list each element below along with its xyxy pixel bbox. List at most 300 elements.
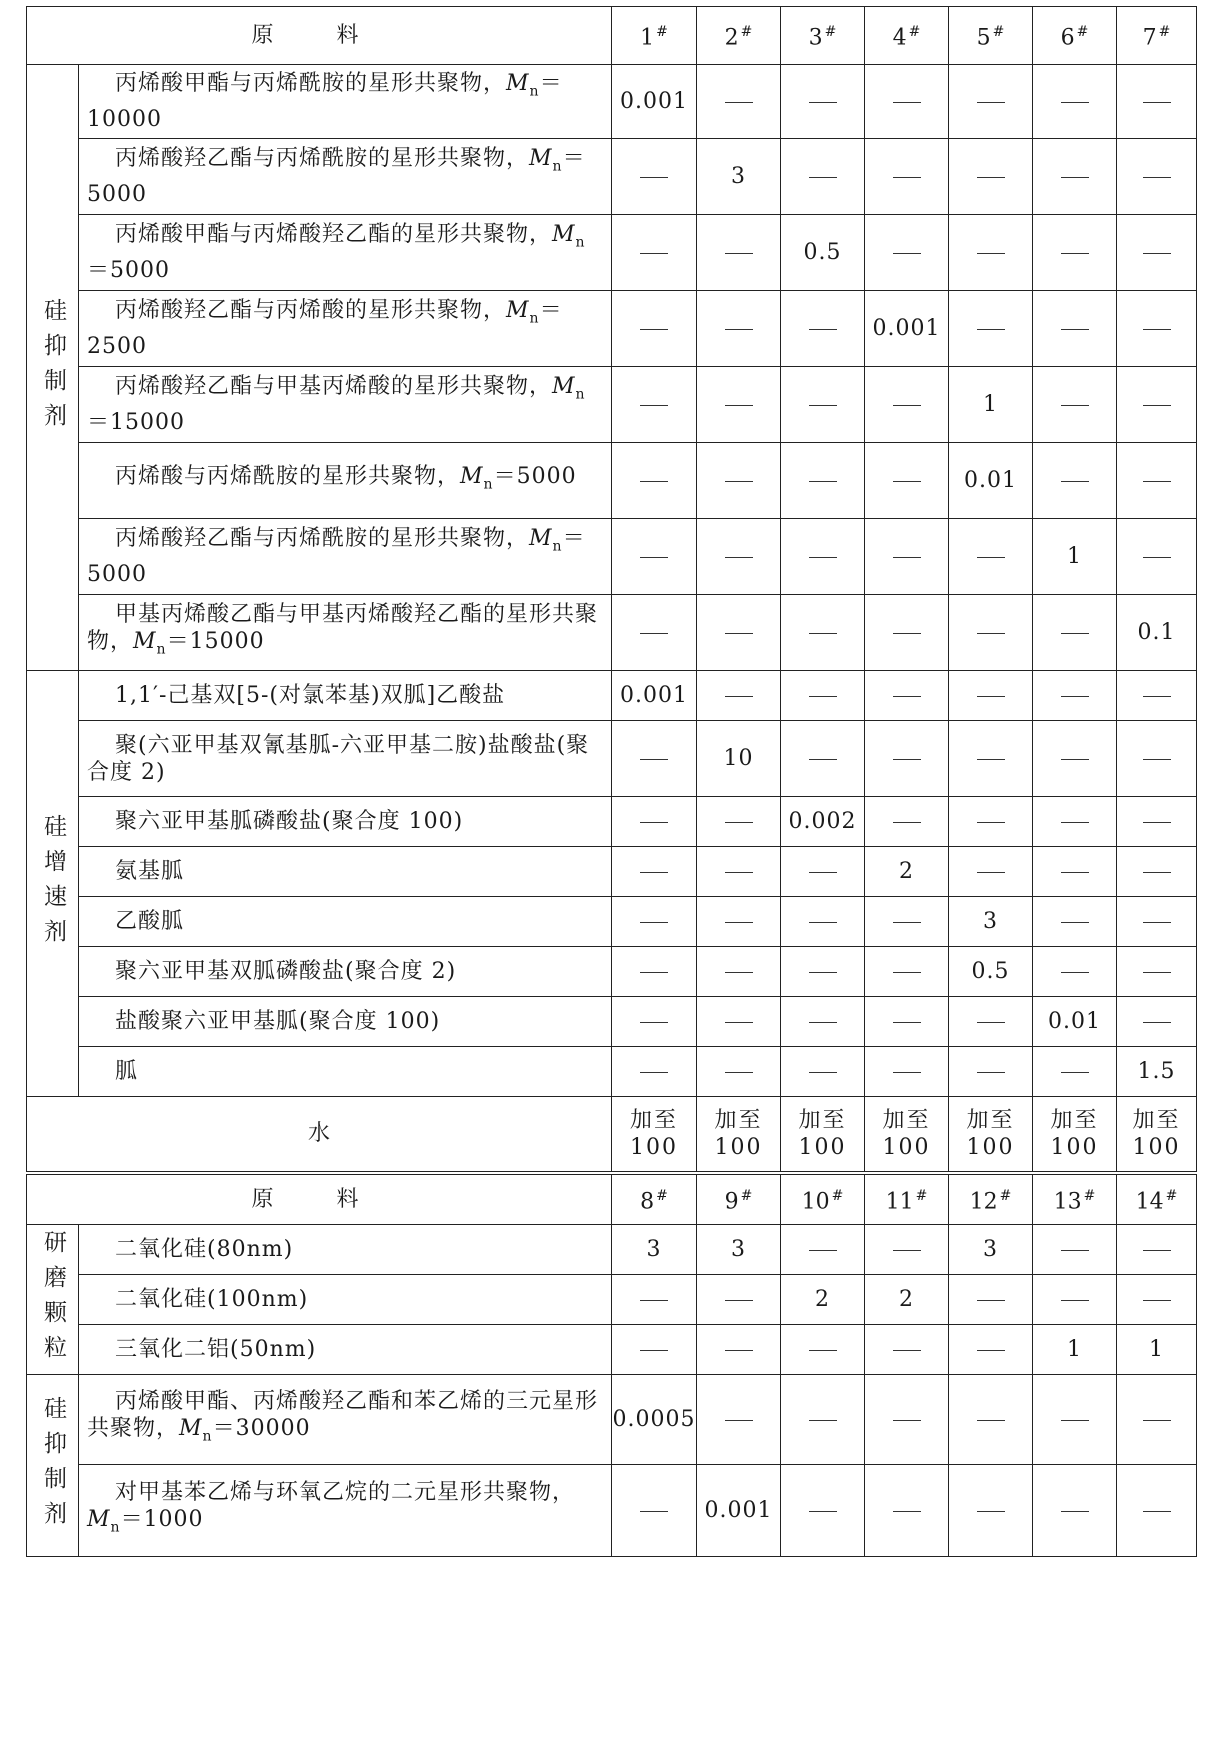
value-cell bbox=[949, 139, 1033, 215]
value-cell bbox=[781, 947, 865, 997]
value-cell bbox=[949, 847, 1033, 897]
value-cell bbox=[1033, 65, 1117, 139]
material-name: 聚六亚甲基胍磷酸盐(聚合度 100) bbox=[115, 809, 464, 834]
empty-dash bbox=[1061, 872, 1089, 873]
empty-dash bbox=[893, 405, 921, 406]
value-cell bbox=[1117, 367, 1197, 443]
formulation-table-sheet bbox=[26, 6, 1196, 1557]
empty-dash bbox=[893, 1250, 921, 1251]
empty-dash bbox=[893, 1072, 921, 1073]
value-cell bbox=[697, 443, 781, 519]
value-cell bbox=[865, 367, 949, 443]
empty-dash bbox=[640, 1022, 668, 1023]
value-cell bbox=[949, 65, 1033, 139]
value-cell bbox=[1033, 847, 1117, 897]
value-cell bbox=[949, 1275, 1033, 1325]
material-cell bbox=[79, 847, 612, 897]
value-cell bbox=[865, 215, 949, 291]
material-name: 丙烯酸与丙烯酰胺的星形共聚物，$M_n=5000$ bbox=[115, 463, 577, 493]
empty-dash bbox=[977, 1350, 1005, 1351]
sample-header: 1 # bbox=[612, 7, 697, 65]
table-row bbox=[27, 1375, 1197, 1465]
value-cell bbox=[1117, 1225, 1197, 1275]
value-cell: 3 bbox=[612, 1225, 697, 1275]
material-name: 丙烯酸羟乙酯与丙烯酸的星形共聚物，$M_n=2500$ bbox=[87, 298, 563, 359]
material-cell bbox=[79, 1225, 612, 1275]
empty-dash bbox=[893, 633, 921, 634]
value-cell bbox=[1033, 1275, 1117, 1325]
value-cell bbox=[697, 897, 781, 947]
empty-dash bbox=[725, 1420, 753, 1421]
value-cell bbox=[697, 997, 781, 1047]
water-value bbox=[865, 1097, 949, 1173]
empty-dash bbox=[809, 1350, 837, 1351]
category-label: 硅抑制剂 bbox=[40, 297, 66, 438]
value-cell bbox=[865, 721, 949, 797]
water-value-line1: 加至 bbox=[882, 1107, 931, 1133]
empty-dash bbox=[640, 177, 668, 178]
value-cell bbox=[1117, 997, 1197, 1047]
table-row bbox=[27, 797, 1197, 847]
sample-header: 7 # bbox=[1117, 7, 1197, 65]
header-row bbox=[27, 7, 1197, 65]
empty-dash bbox=[640, 633, 668, 634]
empty-dash bbox=[640, 405, 668, 406]
value-cell bbox=[1117, 215, 1197, 291]
value-cell: 0.5 bbox=[781, 215, 865, 291]
value-cell bbox=[612, 519, 697, 595]
table-row bbox=[27, 1465, 1197, 1557]
empty-dash bbox=[809, 633, 837, 634]
empty-dash bbox=[1143, 329, 1171, 330]
material-name: 丙烯酸羟乙酯与丙烯酰胺的星形共聚物，$M_n=5000$ bbox=[87, 146, 586, 207]
material-name: 三氧化二铝(50nm) bbox=[115, 1337, 317, 1362]
value-cell bbox=[1033, 721, 1117, 797]
empty-dash bbox=[1143, 696, 1171, 697]
value-cell: 3 bbox=[949, 897, 1033, 947]
empty-dash bbox=[1061, 177, 1089, 178]
value-cell bbox=[612, 947, 697, 997]
material-cell bbox=[79, 671, 612, 721]
empty-dash bbox=[725, 1350, 753, 1351]
value-cell bbox=[949, 1325, 1033, 1375]
value-cell: 0.001 bbox=[612, 671, 697, 721]
water-value-line2: 100 bbox=[1050, 1134, 1099, 1160]
sample-header: 11 # bbox=[865, 1173, 949, 1225]
water-label: 水 bbox=[27, 1097, 612, 1173]
empty-dash bbox=[725, 922, 753, 923]
empty-dash bbox=[1143, 872, 1171, 873]
water-value-line1: 加至 bbox=[966, 1107, 1015, 1133]
sample-header: 13 # bbox=[1033, 1173, 1117, 1225]
empty-dash bbox=[809, 922, 837, 923]
value-cell: 1 bbox=[1033, 519, 1117, 595]
water-value-line1: 加至 bbox=[798, 1107, 847, 1133]
empty-dash bbox=[640, 481, 668, 482]
material-cell bbox=[79, 1047, 612, 1097]
sample-header: 10 # bbox=[781, 1173, 865, 1225]
empty-dash bbox=[977, 1022, 1005, 1023]
value-cell bbox=[781, 519, 865, 595]
empty-dash bbox=[640, 822, 668, 823]
empty-dash bbox=[725, 481, 753, 482]
value-cell bbox=[697, 1047, 781, 1097]
empty-dash bbox=[809, 1072, 837, 1073]
value-cell: 10 bbox=[697, 721, 781, 797]
empty-dash bbox=[809, 1511, 837, 1512]
value-cell bbox=[697, 65, 781, 139]
sample-header: 14 # bbox=[1117, 1173, 1197, 1225]
value-cell bbox=[781, 443, 865, 519]
value-cell bbox=[865, 65, 949, 139]
empty-dash bbox=[893, 1022, 921, 1023]
value-cell bbox=[1033, 1225, 1117, 1275]
category-label: 硅增速剂 bbox=[40, 813, 66, 954]
sample-header: 2 # bbox=[697, 7, 781, 65]
value-cell bbox=[1117, 671, 1197, 721]
material-name: 丙烯酸羟乙酯与甲基丙烯酸的星形共聚物，$M_n=15000$ bbox=[87, 374, 586, 435]
empty-dash bbox=[893, 696, 921, 697]
table-row bbox=[27, 215, 1197, 291]
value-cell bbox=[1117, 897, 1197, 947]
empty-dash bbox=[1061, 102, 1089, 103]
value-cell bbox=[1033, 897, 1117, 947]
value-cell: 3 bbox=[697, 139, 781, 215]
value-cell bbox=[1117, 1375, 1197, 1465]
value-cell bbox=[949, 1465, 1033, 1557]
empty-dash bbox=[725, 633, 753, 634]
value-cell bbox=[781, 1465, 865, 1557]
value-cell bbox=[697, 1275, 781, 1325]
empty-dash bbox=[809, 1022, 837, 1023]
material-cell bbox=[79, 1465, 612, 1557]
value-cell bbox=[865, 1225, 949, 1275]
material-name: 二氧化硅(100nm) bbox=[115, 1287, 309, 1312]
material-cell bbox=[79, 65, 612, 139]
value-cell bbox=[781, 1325, 865, 1375]
empty-dash bbox=[977, 1300, 1005, 1301]
value-cell bbox=[697, 595, 781, 671]
table-row bbox=[27, 997, 1197, 1047]
value-cell bbox=[781, 1225, 865, 1275]
empty-dash bbox=[1143, 177, 1171, 178]
empty-dash bbox=[725, 329, 753, 330]
value-cell: 1 bbox=[949, 367, 1033, 443]
table-row bbox=[27, 1325, 1197, 1375]
water-value bbox=[697, 1097, 781, 1173]
empty-dash bbox=[893, 972, 921, 973]
water-value bbox=[1033, 1097, 1117, 1173]
value-cell bbox=[949, 721, 1033, 797]
value-cell bbox=[781, 671, 865, 721]
empty-dash bbox=[809, 872, 837, 873]
value-cell bbox=[949, 215, 1033, 291]
empty-dash bbox=[893, 822, 921, 823]
value-cell bbox=[781, 721, 865, 797]
value-cell bbox=[1117, 519, 1197, 595]
value-cell: 0.1 bbox=[1117, 595, 1197, 671]
value-cell bbox=[1033, 1465, 1117, 1557]
value-cell bbox=[1033, 139, 1117, 215]
empty-dash bbox=[809, 481, 837, 482]
value-cell bbox=[612, 215, 697, 291]
empty-dash bbox=[977, 1420, 1005, 1421]
empty-dash bbox=[1061, 329, 1089, 330]
value-cell bbox=[697, 367, 781, 443]
empty-dash bbox=[893, 1420, 921, 1421]
value-cell bbox=[1033, 1375, 1117, 1465]
empty-dash bbox=[977, 696, 1005, 697]
empty-dash bbox=[1143, 405, 1171, 406]
empty-dash bbox=[640, 1511, 668, 1512]
material-cell bbox=[79, 519, 612, 595]
table-row bbox=[27, 1047, 1197, 1097]
value-cell bbox=[612, 1047, 697, 1097]
value-cell bbox=[949, 595, 1033, 671]
value-cell: 0.001 bbox=[612, 65, 697, 139]
empty-dash bbox=[893, 1350, 921, 1351]
material-name: 聚(六亚甲基双氰基胍-六亚甲基二胺)盐酸盐(聚合度 2) bbox=[87, 732, 590, 785]
empty-dash bbox=[640, 557, 668, 558]
water-value-line1: 加至 bbox=[629, 1107, 678, 1133]
table-row bbox=[27, 519, 1197, 595]
empty-dash bbox=[1143, 972, 1171, 973]
value-cell bbox=[865, 595, 949, 671]
sample-header: 4 # bbox=[865, 7, 949, 65]
value-cell: 2 bbox=[865, 847, 949, 897]
value-cell bbox=[697, 291, 781, 367]
empty-dash bbox=[725, 1022, 753, 1023]
empty-dash bbox=[725, 1300, 753, 1301]
value-cell bbox=[865, 1047, 949, 1097]
empty-dash bbox=[1143, 1250, 1171, 1251]
empty-dash bbox=[1143, 1420, 1171, 1421]
material-name: 盐酸聚六亚甲基胍(聚合度 100) bbox=[115, 1009, 441, 1034]
empty-dash bbox=[1061, 405, 1089, 406]
empty-dash bbox=[1143, 1300, 1171, 1301]
sample-header: 5 # bbox=[949, 7, 1033, 65]
value-cell bbox=[697, 1325, 781, 1375]
empty-dash bbox=[1143, 759, 1171, 760]
material-cell bbox=[79, 947, 612, 997]
empty-dash bbox=[1061, 481, 1089, 482]
material-name: 丙烯酸甲酯与丙烯酰胺的星形共聚物，$M_n=10000$ bbox=[87, 71, 563, 132]
value-cell: 2 bbox=[865, 1275, 949, 1325]
material-cell bbox=[79, 443, 612, 519]
table-row bbox=[27, 367, 1197, 443]
empty-dash bbox=[977, 1511, 1005, 1512]
value-cell bbox=[949, 519, 1033, 595]
table-row bbox=[27, 947, 1197, 997]
value-cell bbox=[697, 797, 781, 847]
value-cell bbox=[1117, 947, 1197, 997]
table-row bbox=[27, 1225, 1197, 1275]
material-header: 原 料 bbox=[27, 7, 612, 65]
value-cell: 0.001 bbox=[697, 1465, 781, 1557]
table-row bbox=[27, 65, 1197, 139]
empty-dash bbox=[1143, 557, 1171, 558]
material-cell bbox=[79, 367, 612, 443]
empty-dash bbox=[809, 696, 837, 697]
value-cell: 1 bbox=[1117, 1325, 1197, 1375]
water-value-line2: 100 bbox=[714, 1134, 763, 1160]
value-cell bbox=[697, 847, 781, 897]
material-cell bbox=[79, 1325, 612, 1375]
empty-dash bbox=[809, 102, 837, 103]
header-row bbox=[27, 1173, 1197, 1225]
sample-header: 3 # bbox=[781, 7, 865, 65]
empty-dash bbox=[1143, 1511, 1171, 1512]
sample-header: 12 # bbox=[949, 1173, 1033, 1225]
material-cell bbox=[79, 897, 612, 947]
material-name: 丙烯酸甲酯与丙烯酸羟乙酯的星形共聚物，$M_n=5000$ bbox=[87, 222, 586, 283]
empty-dash bbox=[809, 1250, 837, 1251]
table-row bbox=[27, 671, 1197, 721]
value-cell bbox=[949, 671, 1033, 721]
value-cell bbox=[1033, 1047, 1117, 1097]
formulation-table bbox=[26, 6, 1197, 1557]
material-header: 原 料 bbox=[27, 1173, 612, 1225]
empty-dash bbox=[1143, 481, 1171, 482]
category-label: 硅抑制剂 bbox=[40, 1395, 66, 1536]
value-cell: 2 bbox=[781, 1275, 865, 1325]
value-cell: 3 bbox=[949, 1225, 1033, 1275]
value-cell bbox=[865, 139, 949, 215]
category-cell bbox=[27, 1225, 79, 1375]
empty-dash bbox=[725, 557, 753, 558]
table-row bbox=[27, 595, 1197, 671]
value-cell bbox=[1033, 443, 1117, 519]
water-value bbox=[949, 1097, 1033, 1173]
empty-dash bbox=[725, 405, 753, 406]
table-row bbox=[27, 1275, 1197, 1325]
value-cell bbox=[612, 139, 697, 215]
value-cell bbox=[697, 947, 781, 997]
empty-dash bbox=[809, 177, 837, 178]
water-value-line1: 加至 bbox=[714, 1107, 763, 1133]
value-cell bbox=[865, 797, 949, 847]
empty-dash bbox=[1143, 822, 1171, 823]
value-cell bbox=[865, 519, 949, 595]
value-cell bbox=[612, 595, 697, 671]
table-row bbox=[27, 897, 1197, 947]
water-value bbox=[781, 1097, 865, 1173]
value-cell bbox=[1033, 595, 1117, 671]
empty-dash bbox=[725, 1072, 753, 1073]
value-cell bbox=[1117, 1275, 1197, 1325]
material-cell bbox=[79, 1275, 612, 1325]
value-cell bbox=[949, 291, 1033, 367]
empty-dash bbox=[893, 1511, 921, 1512]
value-cell bbox=[1117, 1465, 1197, 1557]
value-cell bbox=[781, 997, 865, 1047]
empty-dash bbox=[1061, 1072, 1089, 1073]
empty-dash bbox=[1061, 633, 1089, 634]
value-cell bbox=[697, 519, 781, 595]
value-cell bbox=[1033, 367, 1117, 443]
value-cell bbox=[612, 291, 697, 367]
table-row bbox=[27, 721, 1197, 797]
empty-dash bbox=[893, 922, 921, 923]
value-cell bbox=[1033, 671, 1117, 721]
empty-dash bbox=[725, 972, 753, 973]
value-cell bbox=[781, 897, 865, 947]
category-label: 研磨颗粒 bbox=[40, 1229, 66, 1370]
empty-dash bbox=[1061, 822, 1089, 823]
empty-dash bbox=[640, 872, 668, 873]
value-cell bbox=[1117, 65, 1197, 139]
value-cell bbox=[781, 847, 865, 897]
category-cell bbox=[27, 1375, 79, 1557]
empty-dash bbox=[977, 329, 1005, 330]
value-cell: 1.5 bbox=[1117, 1047, 1197, 1097]
material-cell bbox=[79, 997, 612, 1047]
value-cell bbox=[1117, 797, 1197, 847]
value-cell bbox=[612, 1465, 697, 1557]
value-cell bbox=[781, 291, 865, 367]
material-cell bbox=[79, 291, 612, 367]
material-name: 甲基丙烯酸乙酯与甲基丙烯酸羟乙酯的星形共聚物，$M_n=15000$ bbox=[87, 602, 599, 658]
material-cell bbox=[79, 215, 612, 291]
empty-dash bbox=[1061, 1420, 1089, 1421]
material-cell bbox=[79, 595, 612, 671]
empty-dash bbox=[1061, 922, 1089, 923]
empty-dash bbox=[977, 253, 1005, 254]
value-cell bbox=[865, 997, 949, 1047]
water-value-line1: 加至 bbox=[1050, 1107, 1099, 1133]
empty-dash bbox=[1143, 253, 1171, 254]
material-cell bbox=[79, 721, 612, 797]
empty-dash bbox=[640, 1300, 668, 1301]
water-value-line2: 100 bbox=[1132, 1134, 1181, 1160]
value-cell bbox=[865, 443, 949, 519]
value-cell bbox=[781, 139, 865, 215]
empty-dash bbox=[977, 177, 1005, 178]
value-cell bbox=[781, 595, 865, 671]
value-cell bbox=[612, 997, 697, 1047]
water-value-line2: 100 bbox=[630, 1134, 678, 1160]
water-value-line2: 100 bbox=[966, 1134, 1015, 1160]
material-name: 胍 bbox=[115, 1059, 139, 1084]
empty-dash bbox=[809, 557, 837, 558]
value-cell bbox=[865, 897, 949, 947]
material-cell bbox=[79, 797, 612, 847]
empty-dash bbox=[1061, 696, 1089, 697]
value-cell: 0.01 bbox=[949, 443, 1033, 519]
empty-dash bbox=[893, 102, 921, 103]
water-value bbox=[612, 1097, 697, 1173]
empty-dash bbox=[809, 405, 837, 406]
table-row bbox=[27, 847, 1197, 897]
empty-dash bbox=[977, 872, 1005, 873]
water-value-line2: 100 bbox=[798, 1134, 847, 1160]
empty-dash bbox=[640, 759, 668, 760]
value-cell bbox=[949, 797, 1033, 847]
value-cell bbox=[612, 443, 697, 519]
category-cell bbox=[27, 65, 79, 671]
empty-dash bbox=[893, 759, 921, 760]
value-cell bbox=[612, 1275, 697, 1325]
empty-dash bbox=[1061, 1300, 1089, 1301]
material-name: 对甲基苯乙烯与环氧乙烷的二元星形共聚物，$M_n=1000$ bbox=[87, 1480, 576, 1536]
value-cell bbox=[949, 997, 1033, 1047]
empty-dash bbox=[1143, 922, 1171, 923]
value-cell bbox=[781, 1375, 865, 1465]
value-cell bbox=[865, 1465, 949, 1557]
category-cell bbox=[27, 671, 79, 1097]
value-cell bbox=[612, 847, 697, 897]
empty-dash bbox=[640, 1350, 668, 1351]
